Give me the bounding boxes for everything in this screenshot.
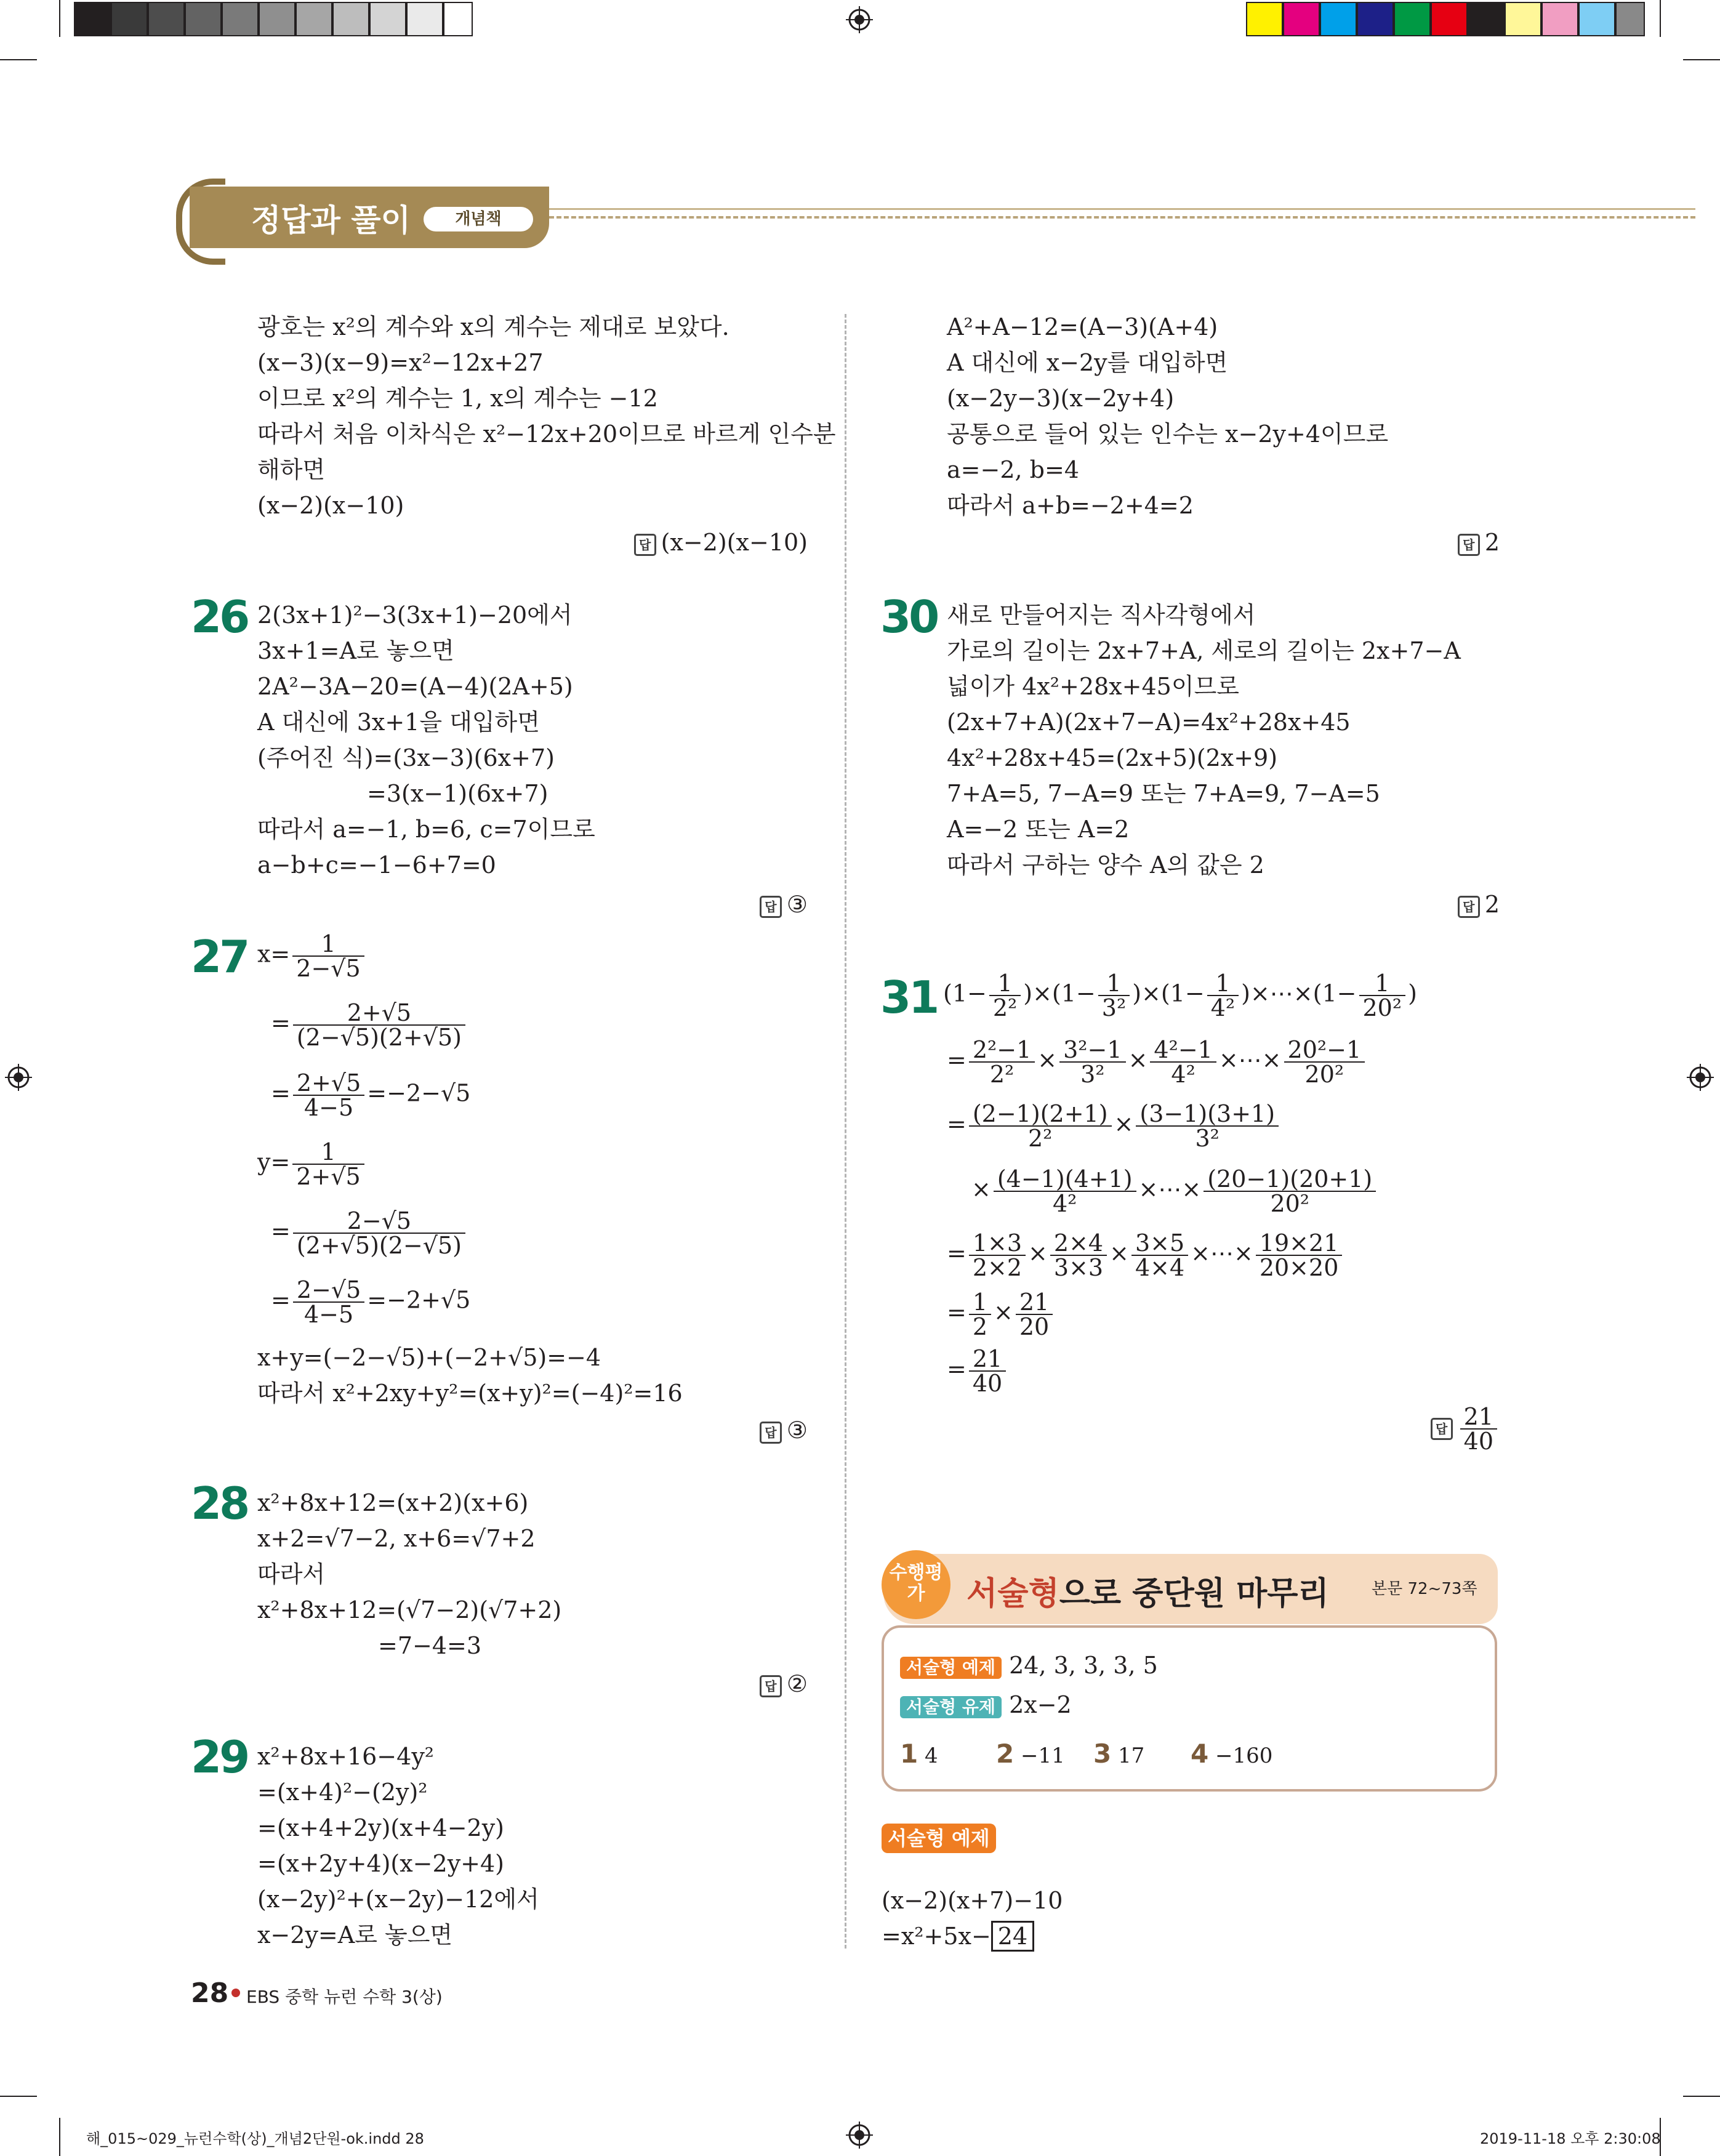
fraction	[969, 1102, 1112, 1150]
denominator: 4²	[1052, 1190, 1077, 1217]
eval-similar-row	[900, 1693, 1072, 1718]
denominator: 2	[972, 1313, 988, 1340]
swatch	[295, 2, 332, 36]
text-line: a=−2, b=4	[947, 456, 1080, 483]
numerator: 19×21	[1256, 1231, 1343, 1256]
text-line: 따라서 x²+2xy+y²=(x+y)²=(−4)²=16	[257, 1380, 683, 1407]
answer-icon: 답	[1431, 1418, 1453, 1440]
text-line: (x−3)(x−9)=x²−12x+27	[257, 349, 544, 376]
numerator: 1	[1098, 971, 1130, 996]
fraction	[994, 1167, 1136, 1215]
denominator: 2×2	[972, 1254, 1023, 1281]
eval-title-rest: 으로 중단원 마무리	[1059, 1575, 1329, 1612]
denominator: 40	[972, 1370, 1003, 1397]
fraction	[1207, 971, 1239, 1020]
swatch	[111, 2, 148, 36]
text-line: 따라서 a+b=−2+4=2	[947, 492, 1194, 519]
denominator: (2+√5)(2−√5)	[296, 1232, 462, 1259]
answer-icon: 답	[760, 896, 782, 918]
swatch	[1246, 2, 1283, 36]
eq-text: ×	[1109, 1239, 1129, 1267]
answer	[760, 1672, 808, 1697]
text-line: x²+8x+16−4y²	[257, 1743, 435, 1770]
numerator: 2×4	[1050, 1231, 1107, 1256]
eval-page-ref: 본문 72~73쪽	[1372, 1580, 1477, 1598]
numerator: (20−1)(20+1)	[1204, 1167, 1376, 1192]
fraction	[1460, 1405, 1497, 1453]
numerator: 1	[292, 1140, 364, 1165]
answer-value: ③	[786, 891, 808, 918]
equation-line	[943, 971, 1417, 1020]
fraction	[292, 1140, 364, 1188]
problem-number: 26	[191, 591, 248, 643]
fraction	[1131, 1231, 1188, 1279]
equation-line	[947, 1038, 1367, 1086]
eq-text: ×	[1128, 1046, 1148, 1074]
text-line: A=−2 또는 A=2	[947, 816, 1130, 843]
equation-line	[947, 1231, 1344, 1279]
text-line: 3x+1=A로 놓으면	[257, 637, 454, 664]
eq-text: =−2−√5	[367, 1079, 471, 1107]
fraction	[293, 1071, 364, 1119]
fraction	[1284, 1038, 1365, 1086]
numerator: 3×5	[1131, 1231, 1188, 1256]
section-badge: 개념책	[424, 207, 533, 231]
equation-line	[257, 932, 367, 980]
item-number: 3	[1093, 1739, 1112, 1769]
denominator: 3×3	[1053, 1254, 1104, 1281]
fraction	[1059, 1038, 1125, 1086]
answer-icon: 답	[634, 534, 656, 556]
fraction	[1016, 1290, 1053, 1338]
numerator: 2−√5	[293, 1209, 465, 1234]
text-line: A 대신에 3x+1을 대입하면	[257, 709, 540, 736]
text-line: a−b+c=−1−6+7=0	[257, 851, 496, 879]
page-number: 28	[191, 1977, 229, 2009]
fraction	[1098, 971, 1130, 1020]
problem-number: 27	[191, 931, 248, 983]
eq-text: )×(1−	[1023, 979, 1096, 1007]
equation-line	[271, 1071, 470, 1119]
numerator: 21	[969, 1347, 1006, 1372]
trim-mark	[0, 59, 37, 60]
denominator: 20²	[1304, 1061, 1344, 1088]
similar-tag: 서술형 유제	[900, 1696, 1002, 1718]
fraction	[1136, 1102, 1279, 1150]
answer-value: 2	[1484, 891, 1500, 918]
text-line: 해하면	[257, 456, 326, 483]
fraction	[969, 1347, 1006, 1395]
denominator: 20²	[1362, 994, 1402, 1021]
similar-value: 2x−2	[1009, 1691, 1072, 1718]
fraction	[1204, 1167, 1376, 1215]
eq-text: ×	[1114, 1110, 1134, 1138]
fraction	[293, 1278, 364, 1326]
eval-title	[966, 1567, 1329, 1614]
eval-title-highlight: 서술형	[966, 1575, 1059, 1612]
eq-text: =	[271, 1009, 291, 1037]
answer	[1431, 1405, 1500, 1453]
answer	[1458, 531, 1500, 556]
fraction	[293, 1001, 465, 1049]
eq-text: (1−	[943, 979, 987, 1007]
text-line: 4x²+28x+45=(2x+5)(2x+9)	[947, 744, 1278, 771]
book-title: EBS 중학 뉴런 수학 3(상)	[246, 1987, 443, 2007]
denominator: 4²	[1210, 994, 1236, 1021]
fraction	[969, 1290, 991, 1338]
numerator: 2+√5	[293, 1001, 465, 1026]
eq-text: =	[271, 1079, 291, 1107]
item-number: 2	[996, 1739, 1015, 1769]
eq-text: ×⋯×	[1191, 1239, 1253, 1267]
problem-number: 28	[191, 1478, 248, 1529]
swatch	[148, 2, 185, 36]
answer	[634, 531, 808, 556]
eq-text: =	[947, 1355, 966, 1383]
eq-text: ×	[994, 1298, 1013, 1326]
denominator: 3²	[1101, 994, 1127, 1021]
eval-example-heading	[882, 1824, 996, 1853]
numerator: 3²−1	[1059, 1038, 1125, 1063]
swatch	[406, 2, 443, 36]
swatch	[1283, 2, 1320, 36]
trim-mark	[0, 2096, 37, 2097]
numerator: 2²−1	[969, 1038, 1035, 1063]
file-info: 해_015~029_뉴런수학(상)_개념2단원-ok.indd 28	[86, 2130, 424, 2147]
answer-value: ②	[786, 1670, 808, 1697]
item-value: 17	[1118, 1744, 1145, 1768]
swatch	[74, 2, 111, 36]
answer-icon: 답	[760, 1675, 782, 1697]
text-line: 따라서 a=−1, b=6, c=7이므로	[257, 816, 595, 843]
text-line: 따라서 구하는 양수 A의 값은 2	[947, 851, 1264, 879]
answer-icon: 답	[1458, 896, 1480, 918]
header-dotted-rule	[549, 216, 1695, 219]
item-value: −160	[1215, 1744, 1273, 1768]
text-line: 넓이가 4x²+28x+45이므로	[947, 673, 1239, 700]
denominator: 4−5	[303, 1301, 354, 1328]
eval-example-row	[900, 1654, 1158, 1679]
numerator: 21	[1016, 1290, 1053, 1315]
text-line: 광호는 x²의 계수와 x의 계수는 제대로 보았다.	[257, 313, 729, 340]
text-line: =(x+2y+4)(x−2y+4)	[257, 1850, 505, 1877]
swatch	[1505, 2, 1541, 36]
text-line: 7+A=5, 7−A=9 또는 7+A=9, 7−A=5	[947, 780, 1380, 807]
denominator: 2²	[992, 994, 1018, 1021]
swatch	[1431, 2, 1468, 36]
text-line: 따라서 처음 이차식은 x²−12x+20이므로 바르게 인수분	[257, 420, 836, 448]
eq-text: )×⋯×(1−	[1241, 979, 1357, 1007]
denominator: 40	[1463, 1428, 1493, 1455]
swatch	[222, 2, 259, 36]
text-line: 2A²−3A−20=(A−4)(2A+5)	[257, 673, 573, 700]
eval-badge: 수행평가	[882, 1550, 950, 1619]
eval-item	[1191, 1741, 1272, 1767]
text-line: 따라서	[257, 1561, 326, 1588]
example-heading-tag: 서술형 예제	[882, 1824, 996, 1853]
problem-number: 30	[880, 591, 938, 643]
numerator: 1	[969, 1290, 991, 1315]
eq-text: =	[947, 1298, 966, 1326]
fraction	[1256, 1231, 1343, 1279]
text-line: =3(x−1)(6x+7)	[367, 780, 549, 807]
eq-text: ×	[971, 1175, 991, 1203]
answer-icon: 답	[760, 1422, 782, 1444]
text-line: x−2y=A로 놓으면	[257, 1921, 453, 1949]
text-line: (x−2y)²+(x−2y)−12에서	[257, 1886, 539, 1913]
item-number: 4	[1191, 1739, 1209, 1769]
swatch	[443, 2, 473, 36]
denominator: 3²	[1195, 1125, 1220, 1152]
section-title: 정답과 풀이	[251, 203, 411, 238]
column-separator	[845, 314, 846, 1949]
numerator: 21	[1460, 1405, 1497, 1430]
fraction	[293, 1209, 465, 1257]
eq-text: =	[271, 1286, 291, 1314]
denominator: 2²	[989, 1061, 1015, 1088]
numerator: 1	[292, 932, 364, 957]
text-line: 2(3x+1)²−3(3x+1)−20에서	[257, 601, 573, 629]
text-line: A 대신에 x−2y를 대입하면	[947, 349, 1228, 376]
item-value: −11	[1021, 1744, 1065, 1768]
fraction	[1050, 1231, 1107, 1279]
swatch	[369, 2, 406, 36]
text-line: 공통으로 들어 있는 인수는 x−2y+4이므로	[947, 420, 1389, 448]
numerator: 20²−1	[1284, 1038, 1365, 1063]
eval-item	[1093, 1741, 1144, 1767]
registration-mark-icon	[1687, 1064, 1714, 1091]
item-value: 4	[925, 1744, 938, 1768]
equation-line	[271, 1209, 468, 1257]
fraction	[1150, 1038, 1216, 1086]
swatch	[1615, 2, 1645, 36]
numerator: 1×3	[969, 1231, 1026, 1256]
swatch	[332, 2, 369, 36]
answer	[760, 1418, 808, 1444]
equation-line	[271, 1278, 470, 1326]
text-line: =(x+4+2y)(x+4−2y)	[257, 1814, 505, 1841]
blank-box: 24	[991, 1921, 1034, 1952]
eq-text: ×⋯×	[1138, 1175, 1202, 1203]
equation-line	[947, 1347, 1008, 1395]
equation-line	[947, 1290, 1055, 1338]
fraction	[969, 1231, 1026, 1279]
eq-text: )×(1−	[1132, 979, 1205, 1007]
denominator: (2−√5)(2+√5)	[296, 1024, 462, 1051]
denominator: 4×4	[1135, 1254, 1185, 1281]
answer-value: (x−2)(x−10)	[661, 529, 808, 556]
swatch	[1357, 2, 1394, 36]
eq-text: y=	[257, 1148, 291, 1176]
registration-mark-icon	[5, 1064, 32, 1091]
text-line: (2x+7+A)(2x+7−A)=4x²+28x+45	[947, 709, 1351, 736]
fraction	[292, 932, 364, 980]
equation-line	[271, 1001, 468, 1049]
swatch	[1394, 2, 1431, 36]
fraction	[1359, 971, 1406, 1020]
print-timestamp: 2019-11-18 오후 2:30:08	[1480, 2130, 1661, 2147]
denominator: 3²	[1080, 1061, 1105, 1088]
answer-icon: 답	[1458, 534, 1480, 556]
eval-item	[900, 1741, 938, 1767]
eq-text: =x²+5x−	[882, 1923, 991, 1950]
denominator: 2²	[1027, 1125, 1053, 1152]
swatch	[259, 2, 295, 36]
eq-text: =	[947, 1046, 966, 1074]
registration-mark-icon	[846, 6, 873, 33]
swatch	[1578, 2, 1615, 36]
problem-number: 31	[880, 971, 938, 1023]
footer-dot	[231, 1989, 240, 1997]
text-line	[882, 1925, 1034, 1948]
text-line: (x−2)(x−10)	[257, 492, 404, 519]
eq-text: )	[1408, 979, 1417, 1007]
text-line: (x−2y−3)(x−2y+4)	[947, 385, 1175, 412]
swatch	[1468, 2, 1505, 36]
swatch	[1320, 2, 1357, 36]
numerator: 1	[1359, 971, 1406, 996]
numerator: (4−1)(4+1)	[994, 1167, 1136, 1192]
text-line: =(x+4)²−(2y)²	[257, 1779, 428, 1806]
item-number: 1	[900, 1739, 918, 1769]
text-line: x+y=(−2−√5)+(−2+√5)=−4	[257, 1344, 601, 1371]
problem-number: 29	[191, 1731, 248, 1783]
equation-line	[257, 1140, 367, 1188]
registration-mark-icon	[846, 2122, 873, 2149]
numerator: 4²−1	[1150, 1038, 1216, 1063]
numerator: (3−1)(3+1)	[1136, 1102, 1279, 1127]
swatch	[185, 2, 222, 36]
text-line: x+2=√7−2, x+6=√7+2	[257, 1525, 536, 1552]
numerator: 2−√5	[293, 1278, 364, 1303]
answer	[760, 893, 808, 918]
denominator: 20	[1019, 1313, 1050, 1340]
text-line: 새로 만들어지는 직사각형에서	[947, 601, 1256, 629]
text-line: A²+A−12=(A−3)(A+4)	[947, 313, 1218, 340]
eval-item	[996, 1741, 1065, 1767]
fraction	[989, 971, 1021, 1020]
text-line: 가로의 길이는 2x+7+A, 세로의 길이는 2x+7−A	[947, 637, 1461, 664]
swatch	[1541, 2, 1578, 36]
trim-mark	[59, 2118, 60, 2156]
text-line: x²+8x+12=(x+2)(x+6)	[257, 1489, 529, 1516]
answer-value: ③	[786, 1417, 808, 1444]
text-line: (주어진 식)=(3x−3)(6x+7)	[257, 744, 555, 771]
denominator: 2−√5	[296, 955, 361, 982]
header-rule	[549, 208, 1695, 210]
denominator: 20²	[1270, 1190, 1310, 1217]
numerator: 1	[989, 971, 1021, 996]
denominator: 20×20	[1259, 1254, 1339, 1281]
eq-text: =	[947, 1239, 966, 1267]
denominator: 4−5	[303, 1094, 354, 1121]
trim-mark	[1660, 0, 1661, 37]
text-line: =7−4=3	[378, 1632, 482, 1659]
trim-mark	[1683, 59, 1720, 60]
equation-line	[947, 1102, 1281, 1150]
example-tag: 서술형 예제	[900, 1657, 1002, 1679]
answer	[1458, 893, 1500, 918]
numerator: 1	[1207, 971, 1239, 996]
text-line: (x−2)(x+7)−10	[882, 1887, 1063, 1914]
numerator: (2−1)(2+1)	[969, 1102, 1112, 1127]
eq-text: =	[947, 1110, 966, 1138]
eq-text: ×	[1037, 1046, 1058, 1074]
numerator: 2+√5	[293, 1071, 364, 1096]
eq-text: ×	[1028, 1239, 1048, 1267]
example-value: 24, 3, 3, 3, 5	[1009, 1652, 1158, 1679]
eq-text: ×⋯×	[1218, 1046, 1282, 1074]
eq-text: =−2+√5	[367, 1286, 471, 1314]
denominator: 4²	[1171, 1061, 1196, 1088]
trim-mark	[1683, 2096, 1720, 2097]
text-line: x²+8x+12=(√7−2)(√7+2)	[257, 1596, 562, 1623]
fraction	[969, 1038, 1035, 1086]
answer-value: 2	[1484, 529, 1500, 556]
eq-text: =	[271, 1217, 291, 1245]
text-line: 이므로 x²의 계수는 1, x의 계수는 −12	[257, 385, 658, 412]
trim-mark	[59, 0, 60, 37]
eq-text: x=	[257, 940, 291, 968]
equation-line	[971, 1167, 1378, 1215]
denominator: 2+√5	[296, 1163, 361, 1190]
